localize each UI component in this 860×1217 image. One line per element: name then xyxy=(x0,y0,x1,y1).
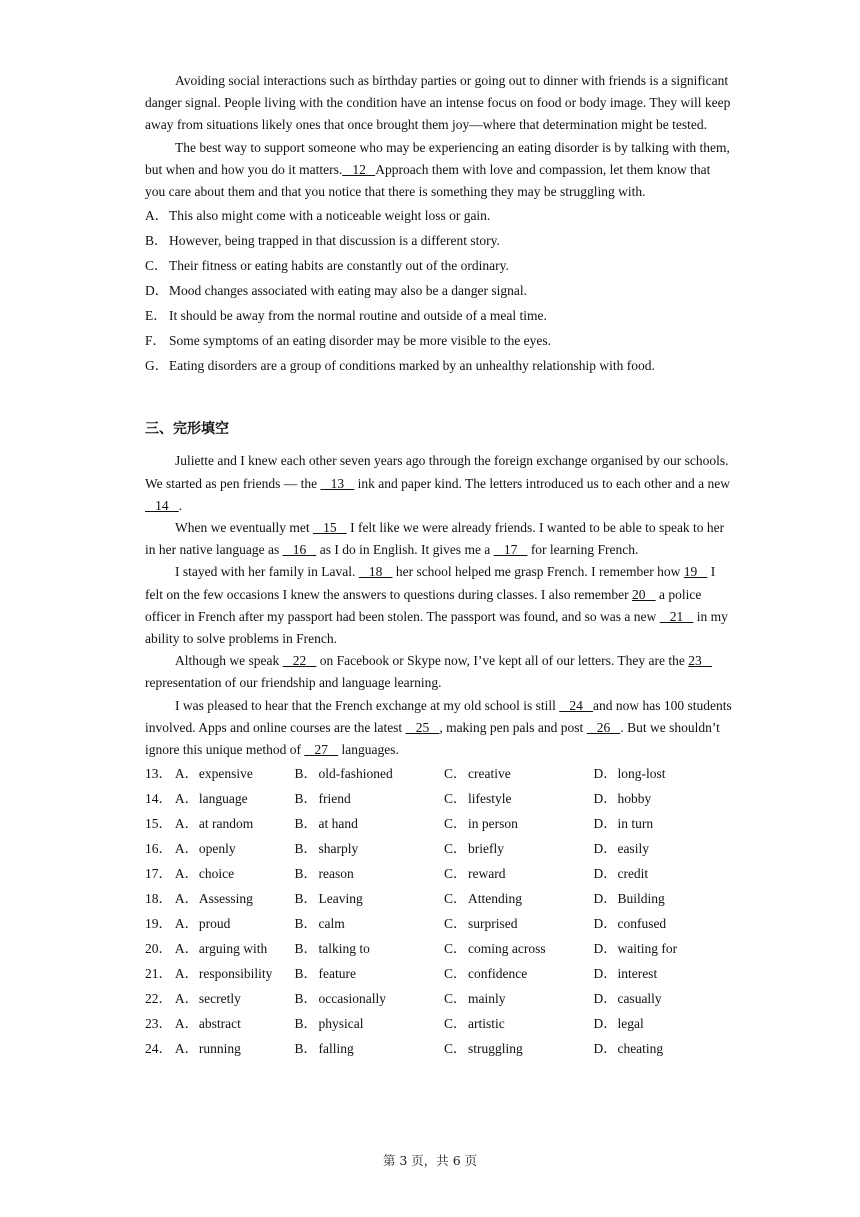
choice-letter: A． xyxy=(174,816,199,832)
choice-b[interactable] xyxy=(294,861,443,886)
question-row xyxy=(145,936,733,961)
choice-letter: D． xyxy=(593,991,617,1007)
choice-letter: D． xyxy=(593,816,617,832)
choice-letter: C． xyxy=(443,866,467,882)
choice-letter: B． xyxy=(294,816,317,832)
question-number: 16． xyxy=(145,841,172,857)
choice-text: at hand xyxy=(318,816,358,832)
choice-text: confidence xyxy=(467,966,528,982)
choice-d[interactable] xyxy=(593,936,733,961)
choice-b[interactable] xyxy=(294,836,443,861)
cloze-paragraph-5: I was pleased to hear that the French exchange at my old school is still 24 and now has 100 students involved. Apps and online courses are the latest 25 , making pen pals and post 26 . But we shouldn’t ignore this unique method of 27 languages. xyxy=(145,697,732,758)
question-row xyxy=(145,911,733,936)
question-number: 22． xyxy=(145,991,172,1007)
question-number: 14． xyxy=(145,791,172,807)
choice-letter: B． xyxy=(294,791,317,807)
choice-a[interactable] xyxy=(175,961,295,986)
choice-c[interactable] xyxy=(444,886,593,911)
choice-letter: D． xyxy=(593,916,617,932)
blank-27[interactable]: 27 xyxy=(304,742,339,758)
choice-c[interactable] xyxy=(444,1036,593,1061)
paragraph-text: Approach them with love and compassion, let them know that you care about them and that you notice that there is something they may be struggling with. xyxy=(145,161,711,200)
question-row xyxy=(145,1011,733,1036)
blank-25[interactable]: 25 xyxy=(405,719,440,735)
blank-18[interactable]: 18 xyxy=(358,564,393,580)
choice-b[interactable] xyxy=(294,986,443,1011)
choice-text: talking to xyxy=(318,941,370,957)
choice-letter: A． xyxy=(174,966,199,982)
choice-letter: B． xyxy=(294,841,317,857)
choice-letter: D． xyxy=(593,966,617,982)
choice-letter: A． xyxy=(174,866,199,882)
question-number: 15． xyxy=(145,816,172,832)
choice-text: at random xyxy=(198,816,254,832)
choice-text: abstract xyxy=(198,1016,241,1032)
choice-b[interactable] xyxy=(294,811,443,836)
choice-letter: B． xyxy=(294,891,317,907)
choice-letter: D． xyxy=(593,791,617,807)
choice-letter: C． xyxy=(443,1016,467,1032)
choice-letter: B． xyxy=(294,916,317,932)
blank-26[interactable]: 26 xyxy=(586,719,621,735)
section-title: 三、完形填空 xyxy=(145,421,229,438)
option-c: C．Their fitness or eating habits are constantly out of the ordinary. xyxy=(145,258,509,274)
question-row xyxy=(145,861,733,886)
choice-letter: A． xyxy=(174,1016,199,1032)
choice-c[interactable] xyxy=(444,961,593,986)
choice-text: feature xyxy=(318,966,356,982)
choice-text: physical xyxy=(318,1016,364,1032)
choice-text: falling xyxy=(318,1041,354,1057)
choice-c[interactable] xyxy=(444,761,593,786)
option-g: G．Eating disorders are a group of conditions marked by an unhealthy relationship with food. xyxy=(145,358,655,374)
choice-letter: B． xyxy=(294,766,317,782)
question-row xyxy=(145,761,733,786)
option-a: A．This also might come with a noticeable weight loss or gain. xyxy=(145,208,491,224)
choice-letter: D． xyxy=(593,1016,617,1032)
blank-22[interactable]: 22 xyxy=(282,653,317,669)
choice-a[interactable] xyxy=(175,811,295,836)
choice-letter: D． xyxy=(593,866,617,882)
choice-text: coming across xyxy=(467,941,546,957)
choice-letter: D． xyxy=(593,941,617,957)
choice-text: calm xyxy=(318,916,345,932)
blank-12[interactable]: 12 xyxy=(342,161,376,177)
choice-text: Building xyxy=(617,891,665,907)
choice-c[interactable] xyxy=(444,986,593,1011)
choice-text: proud xyxy=(198,916,231,932)
blank-23[interactable]: 23 xyxy=(688,653,712,669)
choice-letter: A． xyxy=(174,841,199,857)
choice-d[interactable] xyxy=(593,961,733,986)
blank-21[interactable]: 21 xyxy=(659,608,694,624)
choice-letter: C． xyxy=(443,941,467,957)
blank-16[interactable]: 16 xyxy=(282,542,317,558)
choice-letter: A． xyxy=(174,891,199,907)
question-row xyxy=(145,886,733,911)
question-row xyxy=(145,1036,733,1061)
question-row xyxy=(145,986,733,1011)
choice-c[interactable] xyxy=(444,811,593,836)
choice-text: occasionally xyxy=(318,991,386,1007)
choice-d[interactable] xyxy=(593,811,733,836)
blank-13[interactable]: 13 xyxy=(320,475,355,491)
choice-letter: C． xyxy=(443,916,467,932)
choice-text: legal xyxy=(617,1016,644,1032)
choice-text: expensive xyxy=(198,766,253,782)
question-number: 18． xyxy=(145,891,172,907)
choice-letter: A． xyxy=(174,1041,199,1057)
choice-letter: C． xyxy=(443,966,467,982)
choice-text: in person xyxy=(467,816,518,832)
blank-24[interactable]: 24 xyxy=(559,697,594,713)
choice-letter: C． xyxy=(443,766,467,782)
choice-text: Attending xyxy=(467,891,522,907)
choice-text: responsibility xyxy=(198,966,273,982)
choice-a[interactable] xyxy=(175,861,295,886)
choice-letter: C． xyxy=(443,991,467,1007)
choice-text: confused xyxy=(617,916,667,932)
choice-b[interactable] xyxy=(294,786,443,811)
choice-text: choice xyxy=(198,866,235,882)
option-f: F． Some symptoms of an eating disorder may be more visible to the eyes. xyxy=(145,333,552,349)
choice-text: creative xyxy=(467,766,511,782)
choice-a[interactable] xyxy=(175,886,295,911)
choice-letter: A． xyxy=(174,766,199,782)
question-list xyxy=(145,761,733,1061)
choice-letter: B． xyxy=(294,1041,317,1057)
question-row xyxy=(145,961,733,986)
choice-a[interactable] xyxy=(175,836,295,861)
choice-text: waiting for xyxy=(617,941,678,957)
choice-c[interactable] xyxy=(444,911,593,936)
choice-a[interactable] xyxy=(175,936,295,961)
blank-14[interactable]: 14 xyxy=(145,497,179,513)
option-list xyxy=(145,203,733,378)
question-number: 21． xyxy=(145,966,172,982)
choice-b[interactable] xyxy=(294,886,443,911)
question-number: 13． xyxy=(145,766,172,782)
cloze-paragraph-3: I stayed with her family in Laval. 18 her school helped me grasp French. I remember how 19 I felt on the few occasions I knew the answers to questions during classes. I also remember 20 a police officer in French after my passport had been stolen. The passport was found, and so was a new 21 in my ability to solve problems in French. xyxy=(145,564,728,647)
reading-paragraph-1: Avoiding social interactions such as birthday parties or going out to dinner with friends is a significant danger signal. People living with the condition have an intense focus on food or body image. They will keep away from situations likely ones that once brought them joy—where that determination might be tested. xyxy=(145,73,731,133)
choice-c[interactable] xyxy=(444,936,593,961)
choice-d[interactable] xyxy=(593,1036,733,1061)
choice-d[interactable] xyxy=(593,836,733,861)
choice-letter: C． xyxy=(443,1041,467,1057)
choice-text: casually xyxy=(617,991,662,1007)
choice-text: old-fashioned xyxy=(318,766,393,782)
choice-text: easily xyxy=(617,841,649,857)
blank-15[interactable]: 15 xyxy=(312,520,347,536)
choice-d[interactable] xyxy=(593,861,733,886)
choice-b[interactable] xyxy=(294,1036,443,1061)
cloze-paragraph-1: Juliette and I knew each other seven years ago through the foreign exchange organised by our schools. We started as pen friends — the 13 ink and paper kind. The letters introduced us to each other and a new 14 . xyxy=(145,453,730,513)
choice-text: struggling xyxy=(467,1041,523,1057)
choice-a[interactable] xyxy=(175,1036,295,1061)
choice-b[interactable] xyxy=(294,911,443,936)
blank-20[interactable]: 20 xyxy=(632,586,656,602)
choice-text: briefly xyxy=(467,841,504,857)
choice-text: arguing with xyxy=(198,941,268,957)
question-number: 24． xyxy=(145,1041,172,1057)
choice-text: secretly xyxy=(198,991,241,1007)
choice-a[interactable] xyxy=(175,786,295,811)
choice-letter: C． xyxy=(443,891,467,907)
choice-text: running xyxy=(198,1041,241,1057)
question-number: 20． xyxy=(145,941,172,957)
choice-letter: D． xyxy=(593,841,617,857)
choice-c[interactable] xyxy=(444,836,593,861)
choice-letter: C． xyxy=(443,791,467,807)
blank-19[interactable]: 19 xyxy=(683,564,708,580)
question-number: 19． xyxy=(145,916,172,932)
choice-text: credit xyxy=(617,866,649,882)
page-footer: 第 3 页，共 6 页 xyxy=(382,1153,478,1168)
choice-d[interactable] xyxy=(593,986,733,1011)
choice-b[interactable] xyxy=(294,961,443,986)
choice-letter: B． xyxy=(294,966,317,982)
choice-letter: A． xyxy=(174,991,199,1007)
choice-text: hobby xyxy=(617,791,652,807)
choice-text: long-lost xyxy=(617,766,666,782)
choice-text: artistic xyxy=(467,1016,505,1032)
choice-d[interactable] xyxy=(593,761,733,786)
paragraph-text: The best way to support someone who may be experiencing an eating disorder is by talking with them, but when and how you do it matters. xyxy=(145,139,730,177)
choice-text: language xyxy=(198,791,248,807)
blank-17[interactable]: 17 xyxy=(493,542,528,558)
choice-d[interactable] xyxy=(593,1011,733,1036)
reading-paragraph-2 xyxy=(145,137,733,204)
option-d: D．Mood changes associated with eating may also be a danger signal. xyxy=(145,283,528,299)
document-page xyxy=(145,70,733,1061)
choice-text: friend xyxy=(318,791,351,807)
option-b: B．However, being trapped in that discussion is a different story. xyxy=(145,233,500,249)
choice-text: reason xyxy=(318,866,354,882)
choice-a[interactable] xyxy=(175,1011,295,1036)
choice-c[interactable] xyxy=(444,1011,593,1036)
choice-b[interactable] xyxy=(294,761,443,786)
choice-a[interactable] xyxy=(175,911,295,936)
choice-text: Assessing xyxy=(198,891,253,907)
choice-text: lifestyle xyxy=(467,791,512,807)
choice-b[interactable] xyxy=(294,936,443,961)
choice-text: sharply xyxy=(318,841,359,857)
choice-text: interest xyxy=(617,966,658,982)
option-e: E． It should be away from the normal routine and outside of a meal time. xyxy=(145,308,547,324)
choice-text: in turn xyxy=(617,816,654,832)
choice-text: reward xyxy=(467,866,506,882)
choice-letter: B． xyxy=(294,991,317,1007)
choice-b[interactable] xyxy=(294,1011,443,1036)
choice-c[interactable] xyxy=(444,861,593,886)
choice-letter: A． xyxy=(174,941,199,957)
choice-letter: D． xyxy=(593,766,617,782)
choice-letter: D． xyxy=(593,891,617,907)
choice-text: openly xyxy=(198,841,236,857)
choice-text: surprised xyxy=(467,916,518,932)
choice-text: mainly xyxy=(467,991,506,1007)
choice-letter: B． xyxy=(294,941,317,957)
choice-d[interactable] xyxy=(593,886,733,911)
choice-text: Leaving xyxy=(318,891,363,907)
cloze-paragraph-2: When we eventually met 15 I felt like we were already friends. I wanted to be able to speak to her in her native language as 16 as I do in English. It gives me a 17 for learning French. xyxy=(145,520,725,558)
choice-d[interactable] xyxy=(593,911,733,936)
choice-letter: A． xyxy=(174,916,199,932)
question-number: 17． xyxy=(145,866,172,882)
choice-letter: C． xyxy=(443,841,467,857)
question-row xyxy=(145,811,733,836)
cloze-paragraph-4: Although we speak 22 on Facebook or Skype now, I’ve kept all of our letters. They are the 23 representation of our friendship and language learning. xyxy=(145,653,712,691)
choice-letter: A． xyxy=(174,791,199,807)
choice-a[interactable] xyxy=(175,761,295,786)
choice-letter: C． xyxy=(443,816,467,832)
question-row xyxy=(145,836,733,861)
question-number: 23． xyxy=(145,1016,172,1032)
choice-c[interactable] xyxy=(444,786,593,811)
choice-letter: B． xyxy=(294,866,317,882)
choice-d[interactable] xyxy=(593,786,733,811)
choice-text: cheating xyxy=(617,1041,664,1057)
choice-a[interactable] xyxy=(175,986,295,1011)
choice-letter: B． xyxy=(294,1016,317,1032)
question-row xyxy=(145,786,733,811)
choice-letter: D． xyxy=(593,1041,617,1057)
